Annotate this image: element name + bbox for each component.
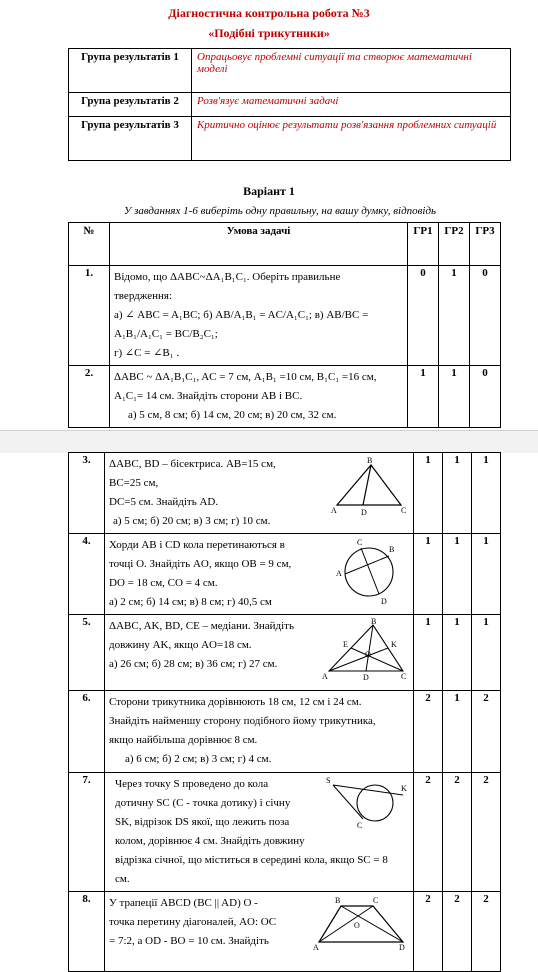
task-grade: 2 [414, 691, 443, 773]
fig-label: D [363, 673, 369, 681]
table-row [69, 266, 501, 366]
triangle-bisector-figure [331, 455, 409, 517]
task-grade: 1 [408, 366, 439, 428]
col-g2-header: ГР2 [439, 223, 470, 266]
fig-label: O [365, 650, 371, 659]
fig-label: C [401, 672, 407, 681]
task-number: 7. [69, 773, 105, 892]
task-grade: 0 [470, 266, 501, 366]
table-row [69, 534, 501, 615]
trapezoid-figure [313, 894, 409, 952]
task-condition: Сторони трикутника дорівнюють 18 см, 12 см і 24 см. Знайдіть найменшу сторону подібного йому трикутника, якщо найбільша дорівнює 8 см. а) 6 см; б) 2 см; в) 3 см; г) 4 см. [105, 691, 414, 773]
task-condition: B A D C ΔABC, BD – бісектриса. AB=15 см, BC=25 см, DC=5 см. Знайдіть AD. а) 5 см; б) 20 см; в) 3 см; г) 10 см. [105, 453, 414, 534]
task-condition: C B A D Хорди AB і CD кола перетинаються в точці O. Знайдіть AO, якщо OB = 9 см, DO = 18 см, CO = 4 см. а) 2 см; б) 14 см; в) 8 см; г) 40,5 см [105, 534, 414, 615]
fig-label: K [391, 640, 397, 649]
task-condition: Відомо, що ΔABC~ΔA₁B₁C₁. Оберіть правильне твердження: а) ∠ ABC = A₁BC; б) AB/A₁B₁ = AC/A₁C₁; в) AB/BC = A₁B₁/A₁C₁ = BC/B₂C₁; г) ∠C = ∠B₁ . [110, 266, 408, 366]
task-grade: 1 [443, 615, 472, 691]
col-cond-header: Умова задачі [110, 223, 408, 266]
result-group-value: Опрацьовує проблемні ситуації та створює математичні моделі [192, 49, 511, 93]
task-number: 3. [69, 453, 105, 534]
task-grade: 2 [443, 892, 472, 972]
task-condition: B E K O A D C ΔABC, AK, BD, CE – медіани. Знайдіть довжину AK, якщо AO=18 см. а) 26 см; б) 28 см; в) 36 см; г) 27 см. [105, 615, 414, 691]
task-grade: 1 [443, 453, 472, 534]
result-group-label: Група результатів 1 [69, 49, 192, 93]
table-row [69, 615, 501, 691]
variant-title: Варіант 1 [243, 184, 295, 198]
task-number: 6. [69, 691, 105, 773]
task-condition: ΔABC ~ ΔA₁B₁C₁, AC = 7 см, A₁B₁ =10 см, B₁C₁ =16 см, A₁C₁= 14 см. Знайдіть сторони AB і BC. а) 5 см, 8 см; б) 14 см, 20 см; в) 20 см, 32 см. [110, 366, 408, 428]
col-g1-header: ГР1 [408, 223, 439, 266]
page-break [0, 430, 538, 453]
results-table [68, 48, 511, 161]
result-group-label: Група результатів 2 [69, 93, 192, 117]
result-group-value: Розв'язує математичні задачі [192, 93, 511, 117]
fig-label: B [367, 456, 373, 465]
task-grade: 1 [472, 534, 501, 615]
triangle-medians-figure [321, 617, 409, 681]
tasks-table-top [68, 222, 501, 428]
task-grade: 1 [443, 534, 472, 615]
fig-label: D [361, 508, 367, 517]
col-g3-header: ГР3 [470, 223, 501, 266]
task-number: 2. [69, 366, 110, 428]
fig-label: C [401, 506, 407, 515]
task-condition: B C O A D У трапеції ABCD (BC || AD) O - точка перетину діагоналей, AO: OC = 7:2, а OD - BO = 10 см. Знайдіть [105, 892, 414, 972]
instruction: У завданнях 1-6 виберіть одну правильну, на вашу думку, відповідь [123, 205, 437, 217]
fig-label: B [335, 896, 341, 905]
fig-label: A [322, 672, 328, 681]
task-grade: 1 [414, 534, 443, 615]
table-row [69, 691, 501, 773]
table-row [69, 366, 501, 428]
fig-label: A [331, 506, 337, 515]
task-number: 8. [69, 892, 105, 972]
task-grade: 2 [472, 691, 501, 773]
fig-label: S [326, 776, 331, 785]
task-grade: 2 [472, 773, 501, 892]
page-title: Діагностична контрольна робота №3 [168, 6, 370, 20]
task-grade: 2 [472, 892, 501, 972]
task-grade: 2 [443, 773, 472, 892]
task-grade: 2 [414, 773, 443, 892]
task-grade: 1 [414, 453, 443, 534]
task-grade: 1 [439, 366, 470, 428]
fig-label: B [389, 545, 395, 554]
fig-label: E [343, 640, 348, 649]
fig-label: C [357, 538, 363, 547]
circle-chords-figure [331, 536, 409, 606]
task-number: 4. [69, 534, 105, 615]
page-subtitle: «Подібні трикутники» [208, 26, 330, 40]
task-grade: 1 [443, 691, 472, 773]
task-grade: 1 [472, 615, 501, 691]
fig-label: C [357, 821, 363, 830]
task-grade: 1 [414, 615, 443, 691]
task-grade: 2 [414, 892, 443, 972]
fig-label: D [399, 943, 405, 952]
task-grade: 0 [470, 366, 501, 428]
table-row [69, 892, 501, 972]
task-condition: S K C Через точку S проведено до кола дотичну SC (C - точка дотику) і січну SK, відрізок DS якої, що лежить поза колом, дорівнює 4 см. Знайдіть довжину відрізка січної, що міститься в середині кола, якщо SC = 8 см. [105, 773, 414, 892]
fig-label: O [354, 921, 360, 930]
circle-tangent-secant-figure [325, 775, 409, 831]
fig-label: D [381, 597, 387, 606]
fig-label: K [401, 784, 407, 793]
task-number: 1. [69, 266, 110, 366]
task-number: 5. [69, 615, 105, 691]
table-row [69, 773, 501, 892]
col-num-header: № [69, 223, 110, 266]
fig-label: A [313, 943, 319, 952]
tasks-table-bottom [68, 452, 501, 972]
fig-label: C [373, 896, 379, 905]
task-grade: 0 [408, 266, 439, 366]
fig-label: B [371, 617, 377, 626]
result-group-value: Критично оцінює результати розв'язання проблемних ситуацій [192, 117, 511, 161]
task-grade: 1 [472, 453, 501, 534]
table-row [69, 453, 501, 534]
result-group-label: Група результатів 3 [69, 117, 192, 161]
fig-label: A [336, 569, 342, 578]
task-grade: 1 [439, 266, 470, 366]
